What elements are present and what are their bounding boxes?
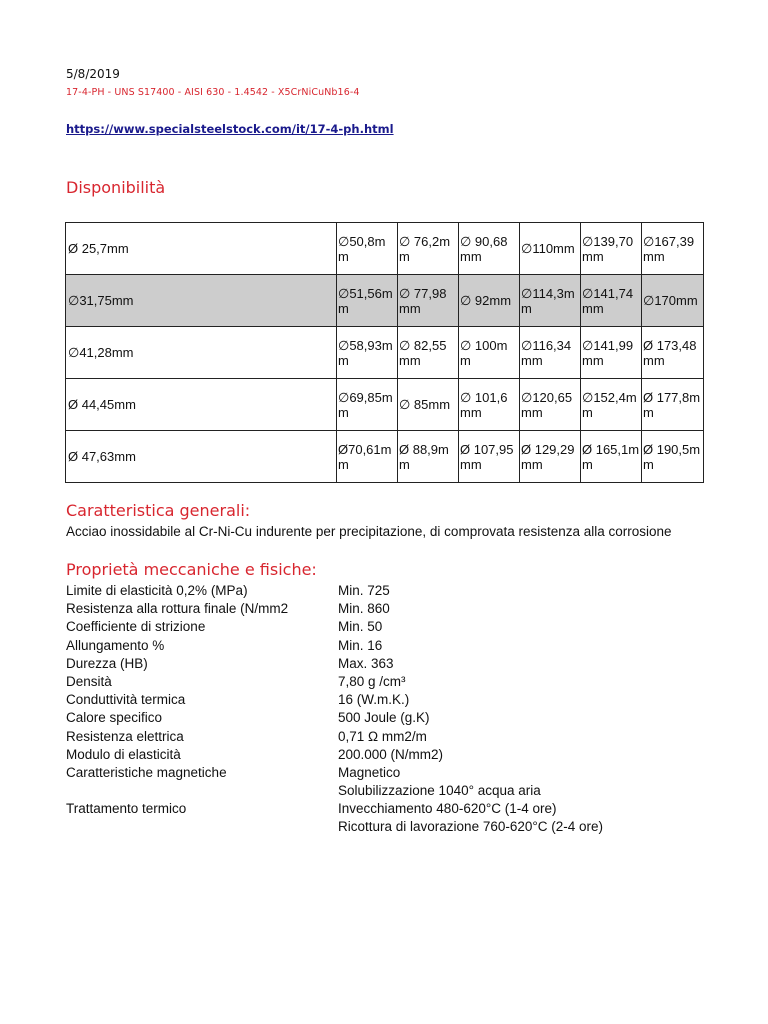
property-value: Ricottura di lavorazione 760-620°C (2-4 ore) (338, 819, 604, 835)
property-value: Min. 860 (338, 601, 390, 617)
property-row (66, 728, 706, 746)
property-row (66, 746, 706, 764)
table-cell: Ø 88,9mm (398, 431, 459, 483)
property-value: 500 Joule (g.K) (338, 710, 430, 726)
table-cell: Ø 44,45mm (66, 379, 337, 431)
property-label: Calore specifico (66, 710, 163, 726)
table-row (66, 431, 704, 483)
property-label: Caratteristiche magnetiche (66, 764, 227, 780)
availability-heading: Disponibilità (66, 178, 166, 197)
table-cell: Ø 107,95mm (459, 431, 520, 483)
property-row (66, 655, 706, 673)
table-cell: ∅167,39mm (642, 223, 704, 275)
table-cell: ∅50,8mm (337, 223, 398, 275)
table-cell: ∅114,3mm (520, 275, 581, 327)
table-cell: ∅170mm (642, 275, 704, 327)
property-row (66, 709, 706, 727)
table-cell: ∅139,70mm (581, 223, 642, 275)
table-cell: ∅ 85mm (398, 379, 459, 431)
table-cell: ∅ 100mm (459, 327, 520, 379)
table-cell: ∅141,99mm (581, 327, 642, 379)
table-row (66, 327, 704, 379)
property-value: Min. 16 (338, 637, 383, 653)
property-value: 16 (W.m.K.) (338, 692, 410, 708)
table-cell: ∅31,75mm (66, 275, 337, 327)
property-row (66, 818, 706, 836)
property-row (66, 691, 706, 709)
table-cell: ∅ 82,55mm (398, 327, 459, 379)
date: 5/8/2019 (66, 67, 120, 81)
table-cell: ∅41,28mm (66, 327, 337, 379)
property-label: Limite di elasticità 0,2% (MPa) (66, 583, 248, 598)
property-label: Densità (66, 673, 112, 689)
property-value: Max. 363 (338, 655, 394, 671)
table-cell: ∅ 101,6mm (459, 379, 520, 431)
table-cell: ∅110mm (520, 223, 581, 275)
table-cell: ∅ 77,98mm (398, 275, 459, 327)
properties-list (66, 582, 706, 837)
property-row (66, 800, 706, 818)
table-cell: ∅69,85mm (337, 379, 398, 431)
property-label: Conduttività termica (66, 692, 186, 708)
source-link[interactable]: https://www.specialsteelstock.com/it/17-4-ph.html (66, 122, 394, 136)
table-cell: Ø 25,7mm (66, 223, 337, 275)
table-cell: Ø 129,29mm (520, 431, 581, 483)
table-cell: Ø 177,8mm (642, 379, 704, 431)
table-cell: Ø70,61mm (337, 431, 398, 483)
table-cell: ∅116,34mm (520, 327, 581, 379)
property-value: 7,80 g /cm³ (338, 673, 406, 689)
property-value: Min. 50 (338, 619, 383, 635)
property-row (66, 582, 706, 600)
document-subtitle: 17-4-PH - UNS S17400 - AISI 630 - 1.4542 - X5CrNiCuNb16-4 (66, 87, 360, 98)
table-cell: ∅ 92mm (459, 275, 520, 327)
properties-heading: Proprietà meccaniche e fisiche: (66, 560, 317, 579)
table-cell: ∅152,4mm (581, 379, 642, 431)
property-value: Min. 725 (338, 583, 390, 598)
property-label: Coefficiente di strizione (66, 619, 206, 635)
table-row (66, 379, 704, 431)
table-cell: ∅120,65mm (520, 379, 581, 431)
table-cell: ∅51,56mm (337, 275, 398, 327)
property-row (66, 673, 706, 691)
property-label: Resistenza alla rottura finale (N/mm2 (66, 601, 289, 617)
property-row (66, 782, 706, 800)
table-cell: Ø 47,63mm (66, 431, 337, 483)
table-cell: ∅58,93mm (337, 327, 398, 379)
property-row (66, 637, 706, 655)
general-heading: Caratteristica generali: (66, 501, 251, 520)
table-cell: Ø 173,48mm (642, 327, 704, 379)
property-value: Magnetico (338, 764, 401, 780)
property-value: 0,71 Ω mm2/m (338, 728, 427, 744)
property-label: Resistenza elettrica (66, 728, 184, 744)
general-description: Acciao inossidabile al Cr-Ni-Cu indurente per precipitazione, di comprovata resistenza alla corrosione (66, 524, 672, 539)
property-label: Trattamento termico (66, 801, 187, 817)
table-row (66, 223, 704, 275)
availability-table (65, 222, 704, 483)
property-row (66, 764, 706, 782)
property-label: Allungamento % (66, 637, 165, 653)
table-cell: ∅ 76,2mm (398, 223, 459, 275)
table-cell: ∅ 90,68mm (459, 223, 520, 275)
table-row (66, 275, 704, 327)
property-row (66, 600, 706, 618)
property-value: 200.000 (N/mm2) (338, 746, 444, 762)
property-label: Durezza (HB) (66, 655, 148, 671)
property-value: Invecchiamento 480-620°C (1-4 ore) (338, 801, 557, 817)
table-cell: Ø 165,1mm (581, 431, 642, 483)
table-cell: ∅141,74mm (581, 275, 642, 327)
property-row (66, 618, 706, 636)
property-value: Solubilizzazione 1040° acqua aria (338, 783, 541, 799)
table-cell: Ø 190,5mm (642, 431, 704, 483)
property-label: Modulo di elasticità (66, 746, 181, 762)
